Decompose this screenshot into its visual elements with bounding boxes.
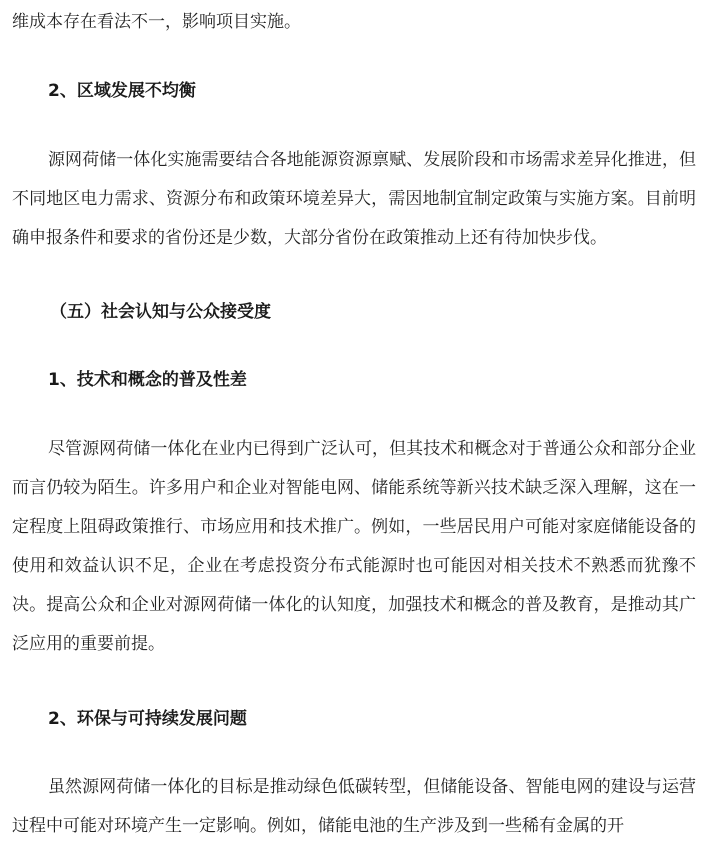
section-heading-regional-imbalance: 2、区域发展不均衡 [48, 81, 196, 101]
chapter-heading-social-awareness: （五）社会认知与公众接受度 [50, 302, 271, 322]
document-body [12, 0, 696, 846]
section-heading-environment: 2、环保与可持续发展问题 [48, 709, 247, 729]
paragraph-regional-imbalance: 源网荷储一体化实施需要结合各地能源资源禀赋、发展阶段和市场需求差异化推进，但不同地区电力需求、资源分布和政策环境差异大，需因地制宜制定政策与实施方案。目前明确申报条件和要求的省份还是少数，大部分省份在政策推动上还有待加快步伐。 [12, 150, 696, 248]
paragraph-continuation: 维成本存在看法不一，影响项目实施。 [12, 12, 301, 32]
paragraph-tech-awareness: 尽管源网荷储一体化在业内已得到广泛认可，但其技术和概念对于普通公众和部分企业而言仍较为陌生。许多用户和企业对智能电网、储能系统等新兴技术缺乏深入理解，这在一定程度上阻碍政策推行、市场应用和技术推广。例如，一些居民用户可能对家庭储能设备的使用和效益认识不足，企业在考虑投资分布式能源时也可能因对相关技术不熟悉而犹豫不决。提高公众和企业对源网荷储一体化的认知度，加强技术和概念的普及教育，是推动其广泛应用的重要前提。 [12, 439, 696, 654]
section-heading-tech-awareness: 1、技术和概念的普及性差 [48, 370, 247, 390]
paragraph-environment: 虽然源网荷储一体化的目标是推动绿色低碳转型，但储能设备、智能电网的建设与运营过程中可能对环境产生一定影响。例如，储能电池的生产涉及到一些稀有金属的开 [12, 777, 696, 836]
